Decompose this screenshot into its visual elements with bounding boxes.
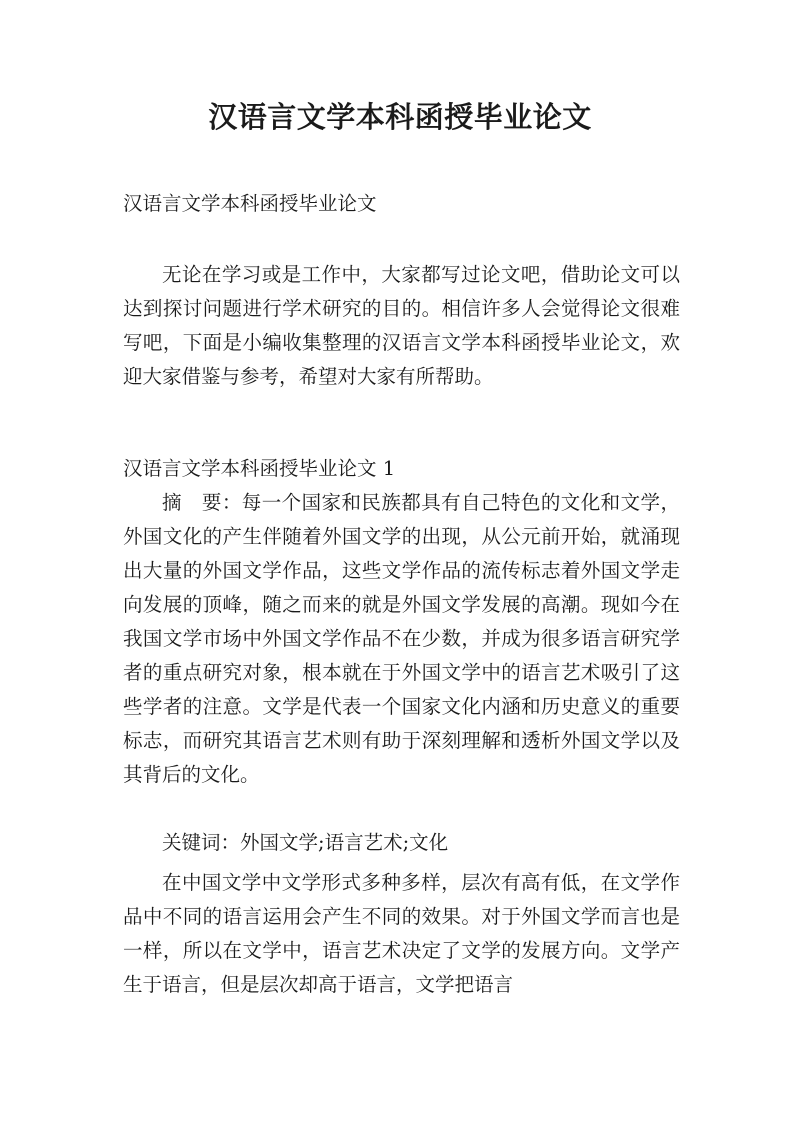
keywords-line: 关键词：外国文学;语言艺术;文化 — [162, 831, 449, 854]
section-heading: 汉语言文学本科函授毕业论文 1 — [123, 457, 396, 480]
abstract-paragraph: 摘 要：每一个国家和民族都具有自己特色的文化和文学，外国文化的产生伴随着外国文学的出现，从公元前开始，就涌现出大量的外国文学作品，这些文学作品的流传标志着外国文学走向发展的顶峰，随之而来的就是外国文学发展的高潮。现如今在我国文学市场中外国文学作品不在少数，并成为很多语言研究学者的重点研究对象，根本就在于外国文学中的语言艺术吸引了这些学者的注意。文学是代表一个国家文化内涵和历史意义的重要标志，而研究其语言艺术则有助于深刻理解和透析外国文学以及其背后的文化。 — [123, 491, 680, 786]
intro-paragraph: 无论在学习或是工作中，大家都写过论文吧，借助论文可以达到探讨问题进行学术研究的目的。相信许多人会觉得论文很难写吧，下面是小编收集整理的汉语言文学本科函授毕业论文，欢迎大家借鉴与参考，希望对大家有所帮助。 — [123, 263, 680, 388]
body-paragraph: 在中国文学中文学形式多种多样，层次有高有低，在文学作品中不同的语言运用会产生不同的效果。对于外国文学而言也是一样，所以在文学中，语言艺术决定了文学的发展方向。文学产生于语言，但是层次却高于语言，文学把语言 — [123, 871, 680, 996]
document-subtitle: 汉语言文学本科函授毕业论文 — [123, 192, 377, 215]
document-title: 汉语言文学本科函授毕业论文 — [208, 100, 592, 134]
